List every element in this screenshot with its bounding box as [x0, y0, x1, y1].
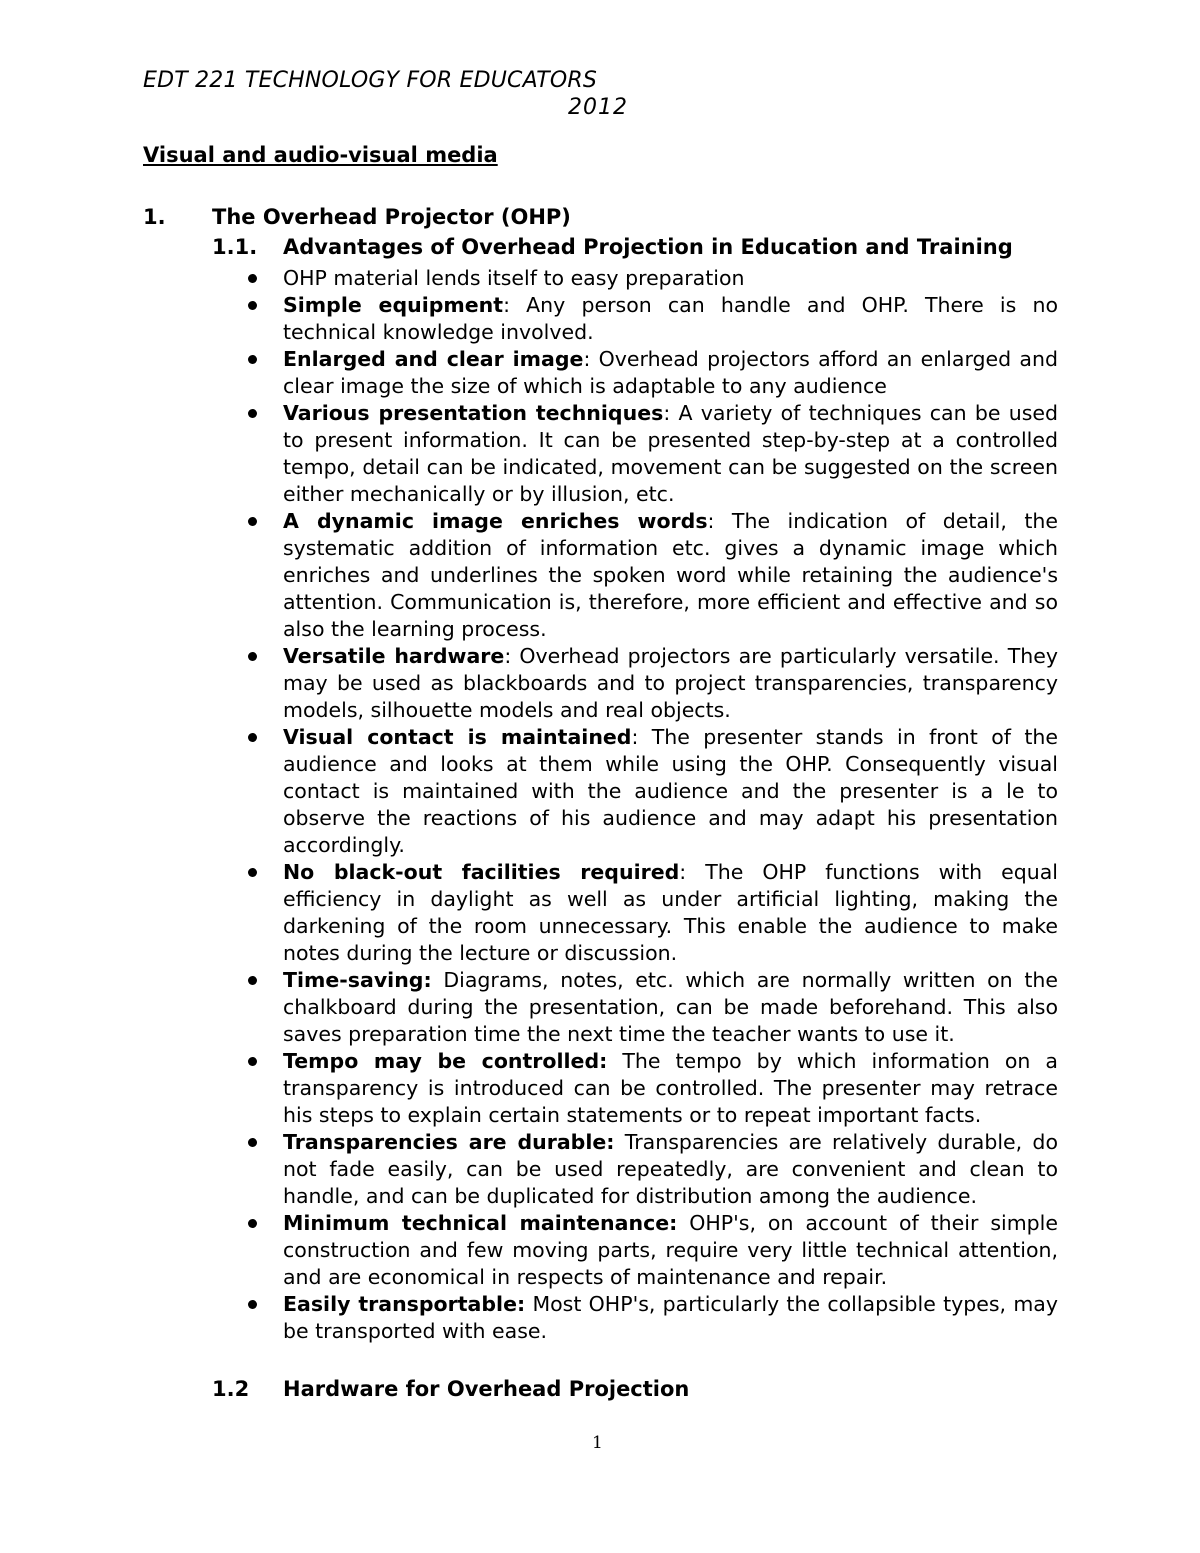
advantages-list	[245, 265, 1058, 1345]
list-item	[245, 508, 1058, 643]
list-item	[245, 292, 1058, 346]
bullet-icon	[248, 652, 257, 661]
bullet-icon	[248, 1057, 257, 1066]
advantage-term: A dynamic image enriches words	[283, 509, 708, 533]
advantage-text: : Any person can handle and OHP. There is no technical knowledge involved.	[283, 293, 1058, 344]
advantage-text: The tempo by which information on a transparency is introduced can be controlled. The presenter may retrace his steps to explain certain statements or to repeat important facts.	[283, 1049, 1058, 1127]
advantage-text: Most OHP's, particularly the collapsible types, may be transported with ease.	[283, 1292, 1058, 1343]
bullet-icon	[248, 1300, 257, 1309]
bullet-icon	[248, 409, 257, 418]
list-item	[245, 400, 1058, 508]
bullet-icon	[248, 355, 257, 364]
advantage-term: Minimum technical maintenance:	[283, 1211, 678, 1235]
list-item	[245, 265, 1058, 292]
advantage-text: OHP material lends itself to easy preparation	[283, 266, 745, 290]
section-title: Visual and audio-visual media	[143, 143, 498, 167]
advantage-text: : Overhead projectors are particularly versatile. They may be used as blackboards and to project transparencies, transparency models, silhouette models and real objects.	[283, 644, 1058, 722]
list-item	[245, 1129, 1058, 1210]
advantage-term: Visual contact is maintained	[283, 725, 632, 749]
bullet-icon	[248, 517, 257, 526]
heading-1-2-text: Hardware for Overhead Projection	[283, 1377, 690, 1401]
heading-1-1-text: Advantages of Overhead Projection in Education and Training	[283, 235, 1013, 259]
list-item	[245, 1048, 1058, 1129]
advantage-text: OHP's, on account of their simple construction and few moving parts, require very little technical attention, and are economical in respects of maintenance and repair.	[283, 1211, 1058, 1289]
heading-1-text: The Overhead Projector (OHP)	[212, 205, 571, 229]
advantage-term: Various presentation techniques	[283, 401, 664, 425]
list-item	[245, 1210, 1058, 1291]
heading-1-2-number: 1.2	[212, 1377, 250, 1401]
bullet-icon	[248, 1138, 257, 1147]
list-item	[245, 967, 1058, 1048]
advantage-term: Simple equipment	[283, 293, 504, 317]
course-year: 2012	[568, 95, 628, 120]
advantage-term: Transparencies are durable:	[283, 1130, 615, 1154]
bullet-icon	[248, 868, 257, 877]
advantage-text: : The presenter stands in front of the audience and looks at them while using the OHP. Consequently visual contact is maintained with the audience and the presenter is a le to observe the reactions of his audience and may adapt his presentation accordingly.	[283, 725, 1058, 857]
advantage-text: : A variety of techniques can be used to present information. It can be presented step-by-step at a controlled tempo, detail can be indicated, movement can be suggested on the screen either mechanically or by illusion, etc.	[283, 401, 1058, 506]
list-item	[245, 1291, 1058, 1345]
list-item	[245, 346, 1058, 400]
advantage-text: Transparencies are relatively durable, do not fade easily, can be used repeatedly, are convenient and clean to handle, and can be duplicated for distribution among the audience.	[283, 1130, 1058, 1208]
advantage-text: : The OHP functions with equal efficiency in daylight as well as under artificial lighting, making the darkening of the room unnecessary. This enable the audience to make notes during the lecture or discussion.	[283, 860, 1058, 965]
advantage-term: Easily transportable:	[283, 1292, 526, 1316]
advantage-text: : The indication of detail, the systematic addition of information etc. gives a dynamic image which enriches and underlines the spoken word while retaining the audience's attention. Communication is, therefore, more efficient and effective and so also the learning process.	[283, 509, 1058, 641]
bullet-icon	[248, 733, 257, 742]
heading-1-number: 1.	[143, 205, 166, 229]
course-title: EDT 221 TECHNOLOGY FOR EDUCATORS	[143, 68, 598, 93]
bullet-icon	[248, 301, 257, 310]
heading-1-1-number: 1.1.	[212, 235, 258, 259]
advantage-text: : Overhead projectors afford an enlarged and clear image the size of which is adaptable to any audience	[283, 347, 1058, 398]
page-number: 1	[592, 1433, 603, 1453]
advantage-text: Diagrams, notes, etc. which are normally written on the chalkboard during the presentation, can be made beforehand. This also saves preparation time the next time the teacher wants to use it.	[283, 968, 1058, 1046]
advantage-term: No black-out facilities required	[283, 860, 680, 884]
bullet-icon	[248, 274, 257, 283]
advantage-term: Time-saving:	[283, 968, 432, 992]
bullet-icon	[248, 1219, 257, 1228]
list-item	[245, 859, 1058, 967]
advantage-term: Tempo may be controlled:	[283, 1049, 608, 1073]
advantage-term: Versatile hardware	[283, 644, 505, 668]
bullet-icon	[248, 976, 257, 985]
list-item	[245, 643, 1058, 724]
advantage-term: Enlarged and clear image	[283, 347, 584, 371]
list-item	[245, 724, 1058, 859]
